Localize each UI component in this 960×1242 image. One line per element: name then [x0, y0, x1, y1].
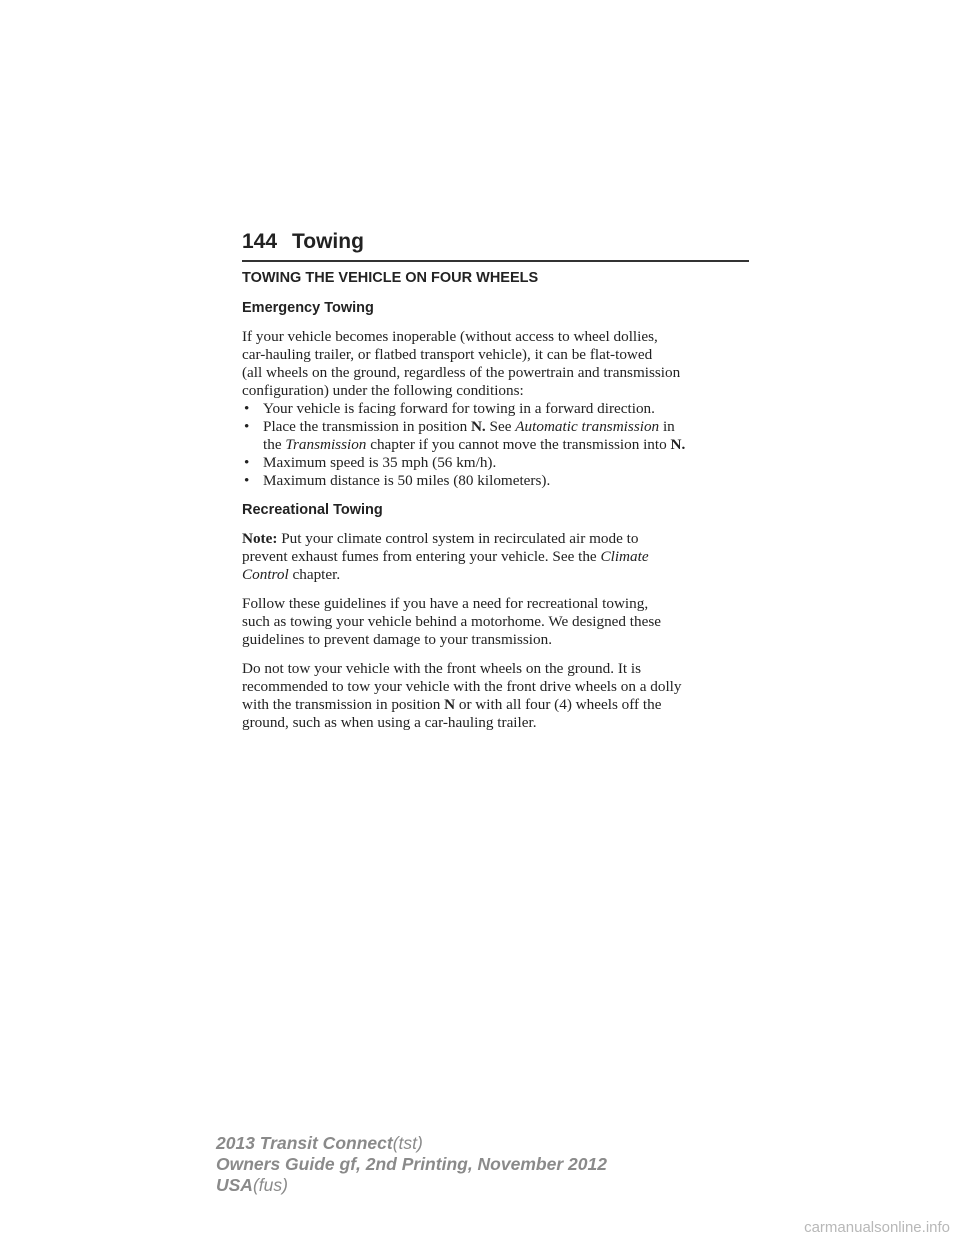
page-number: 144: [242, 230, 278, 253]
bullet-icon: •: [244, 472, 250, 489]
recreational-towing-heading: Recreational Towing: [242, 502, 383, 518]
towing-conditions-list: [242, 400, 749, 490]
section-heading: TOWING THE VEHICLE ON FOUR WHEELS: [242, 270, 539, 286]
list-item: • Your vehicle is facing forward for towing in a forward direction.: [244, 400, 655, 417]
bullet-icon: •: [244, 400, 250, 417]
bullet-icon: •: [244, 418, 250, 435]
intro-line: configuration) under the following conditions:: [242, 382, 524, 399]
guidelines-paragraph: Follow these guidelines if you have a need for recreational towing, such as towing your vehicle behind a motorhome. We designed these guidelines to prevent damage to your transmission.: [242, 595, 662, 648]
site-watermark: carmanualsonline.info: [804, 1219, 950, 1236]
cross-reference: Control: [242, 566, 289, 583]
page-footer: [216, 1133, 607, 1196]
cross-reference: Transmission: [285, 436, 367, 453]
page-content: [242, 269, 749, 743]
list-item: • Maximum distance is 50 miles (80 kilometers).: [244, 472, 551, 489]
intro-line: If your vehicle becomes inoperable (without access to wheel dollies,: [242, 328, 658, 345]
intro-line: car-hauling trailer, or flatbed transport vehicle), it can be flat-towed: [242, 346, 653, 363]
cross-reference: Automatic transmission: [515, 418, 660, 435]
footer-line-printing: Owners Guide gf, 2nd Printing, November 2012: [216, 1154, 607, 1174]
emergency-towing-heading: Emergency Towing: [242, 300, 374, 316]
list-item: • Maximum speed is 35 mph (56 km/h).: [244, 454, 497, 471]
cross-reference: Climate: [600, 548, 649, 565]
footer-line-market: USA(fus): [216, 1175, 288, 1195]
footer-line-model: 2013 Transit Connect(tst): [216, 1133, 423, 1153]
gear-position-n: N.: [670, 436, 686, 453]
intro-line: (all wheels on the ground, regardless of the powertrain and transmission: [242, 364, 681, 381]
front-wheels-paragraph: Do not tow your vehicle with the front wheels on the ground. It is recommended to tow your vehicle with the front drive wheels on a dolly with the transmission in position N or with all four (4) wheels off the ground, such as when using a car-hauling trailer.: [242, 660, 682, 731]
bullet-icon: •: [244, 454, 250, 471]
gear-position-n: N: [444, 696, 456, 713]
list-item: • Place the transmission in position N. See Automatic transmission in the Transmission chapter if you cannot move the transmission into N.: [244, 418, 686, 453]
climate-note: Note: Put your climate control system in recirculated air mode to prevent exhaust fumes from entering your vehicle. See the Climate Control chapter.: [242, 530, 649, 583]
chapter-title: Towing: [292, 230, 364, 253]
note-label: Note:: [242, 530, 278, 547]
emergency-intro: [242, 328, 749, 400]
gear-position-n: N.: [470, 418, 486, 435]
page-header: [242, 228, 749, 262]
